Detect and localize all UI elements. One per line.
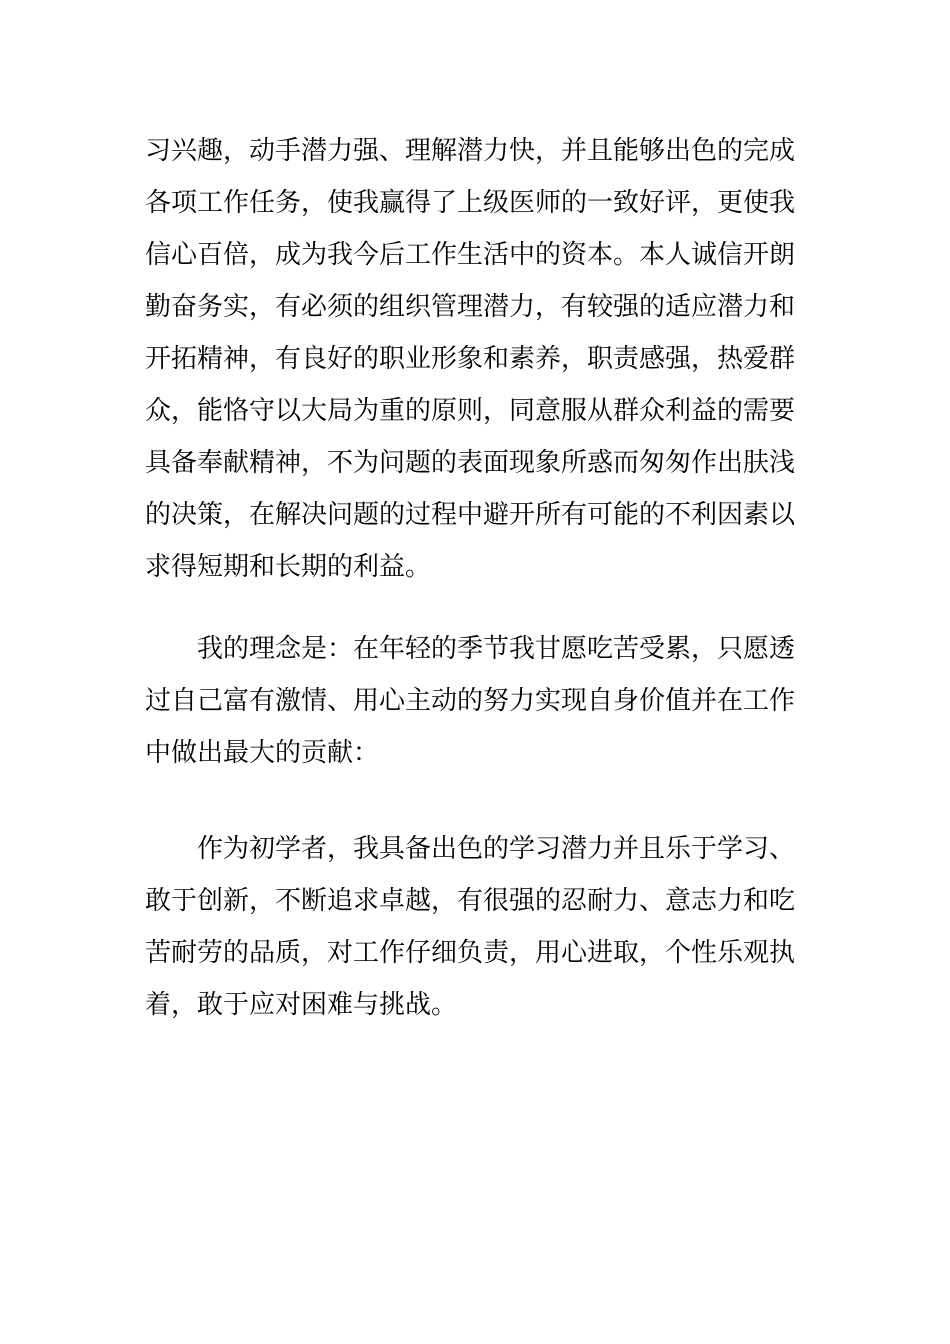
paragraph-1-line-8: 的决策，在解决问题的过程中避开所有可能的不利因素以 [145, 500, 796, 530]
paragraph-1-line-4: 勤奋务实，有必须的组织管理潜力，有较强的适应潜力和 [145, 292, 796, 322]
paragraph-2-line-3: 中做出最大的贡献： [145, 738, 380, 768]
paragraph-1-line-3: 信心百倍，成为我今后工作生活中的资本。本人诚信开朗 [145, 240, 796, 270]
paragraph-3-line-4: 着，敢于应对困难与挑战。 [145, 990, 458, 1020]
paragraph-3-line-3: 苦耐劳的品质，对工作仔细负责，用心进取，个性乐观执 [145, 938, 796, 968]
paragraph-1-line-2: 各项工作任务，使我赢得了上级医师的一致好评，更使我 [145, 188, 796, 218]
paragraph-1-line-9: 求得短期和长期的利益。 [145, 552, 432, 582]
paragraph-1-line-7: 具备奉献精神，不为问题的表面现象所惑而匆匆作出肤浅 [145, 448, 796, 478]
paragraph-2-line-1: 我的理念是：在年轻的季节我甘愿吃苦受累，只愿透 [197, 634, 796, 664]
paragraph-2-line-2: 过自己富有激情、用心主动的努力实现自身价值并在工作 [145, 686, 796, 716]
paragraph-1-line-1: 习兴趣，动手潜力强、理解潜力快，并且能够出色的完成 [145, 136, 796, 166]
paragraph-3-line-1: 作为初学者，我具备出色的学习潜力并且乐于学习、 [197, 834, 796, 864]
paragraph-1-line-5: 开拓精神，有良好的职业形象和素养，职责感强，热爱群 [145, 344, 796, 374]
paragraph-1-line-6: 众，能恪守以大局为重的原则，同意服从群众利益的需要 [145, 396, 796, 426]
paragraph-3-line-2: 敢于创新，不断追求卓越，有很强的忍耐力、意志力和吃 [145, 886, 796, 916]
